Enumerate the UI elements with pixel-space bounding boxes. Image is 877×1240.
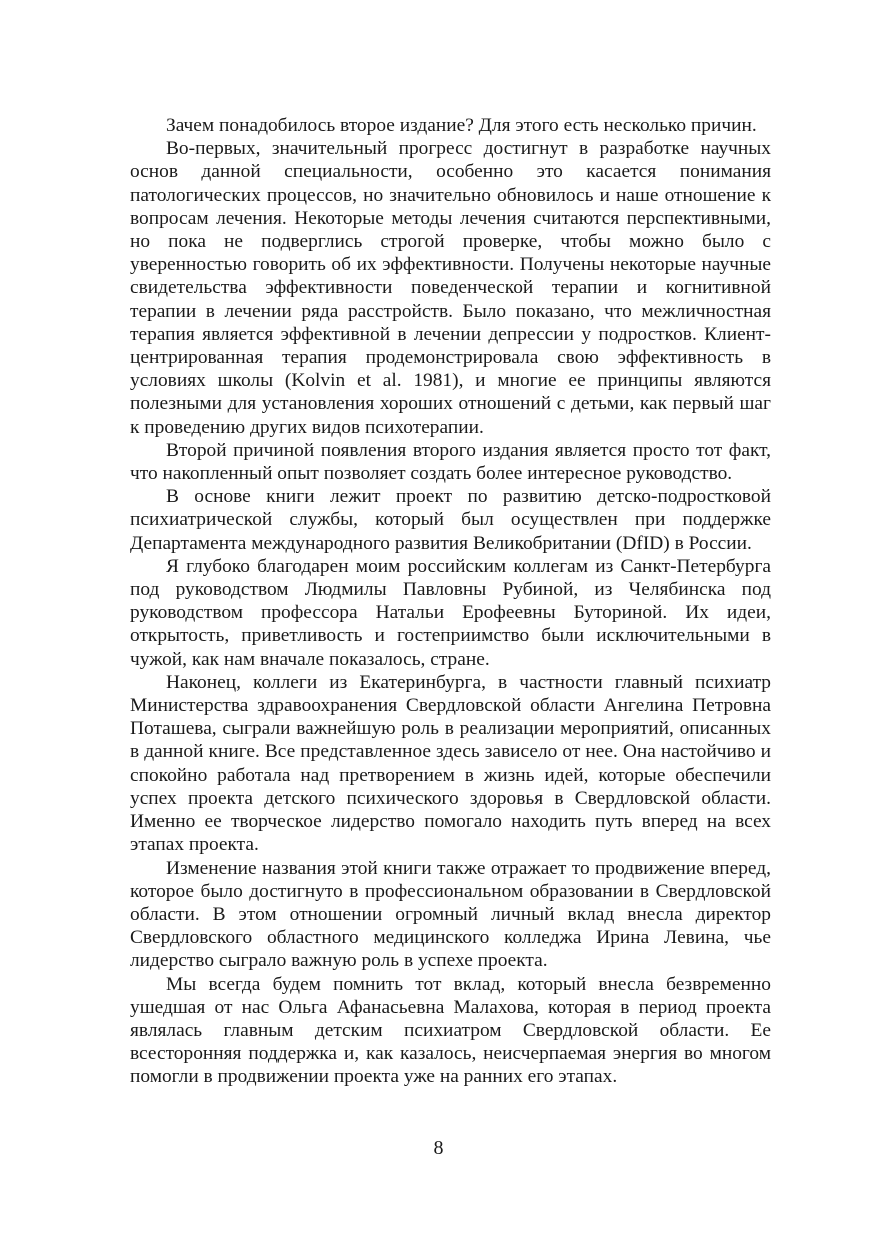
paragraph-project-basis: В основе книги лежит проект по развитию детско-подростковой психиатрической службы, который был осуществлен при поддержке Департамента международного развития Великобритании (DfID) в России. — [130, 486, 771, 554]
paragraph-title-change: Изменение названия этой книги также отражает то продвижение вперед, которое было достигнуто в профессиональном образовании в Свердловской области. В этом отношении огромный личный вклад внесла директор Свердловского областного медицинского колледжа Ирина Левина, чье лидерство сыграло важную роль в успехе проекта. — [130, 857, 771, 972]
body-text — [130, 114, 771, 1089]
paragraph-memorial: Мы всегда будем помнить тот вклад, который внесла безвременно ушедшая от нас Ольга Афанасьевна Малахова, которая в период проекта являлась главным детским психиатром Свердловской области. Ее всесторонняя поддержка и, как казалось, неисчерпаемая энергия во многом помогли в продвижении проекта уже на ранних его этапах. — [130, 973, 771, 1088]
page-number: 8 — [433, 1137, 444, 1159]
paragraph-yekaterinburg: Наконец, коллеги из Екатеринбурга, в частности главный психиатр Министерства здравоохранения Свердловской области Ангелина Петровна Поташева, сыграли важнейшую роль в реализации мероприятий, описанных в данной книге. Все представленное здесь зависело от нее. Она настойчиво и спокойно работала над претворением в жизнь идей, которые обеспечили успех проекта детского психического здоровья в Свердловской области. Именно ее творческое лидерство помогало находить путь вперед на всех этапах проекта. — [130, 671, 771, 856]
paragraph-progress: Во-первых, значительный прогресс достигнут в разработке научных основ данной специальности, особенно это касается понимания патологических процессов, но значительно обновилось и наше отношение к вопросам лечения. Некоторые методы лечения считаются перспективными, но пока не подверглись строгой проверке, чтобы можно было с уверенностью говорить об их эффективности. Получены некоторые научные свидетельства эффективности поведенческой терапии и когнитивной терапии в лечении ряда расстройств. Было показано, что межличностная терапия является эффективной в лечении депрессии у подростков. Клиент-центрированная терапия продемонстрировала свою эффективность в условиях школы (Kolvin et al. 1981), и многие ее принципы являются полезными для установления хороших отношений с детьми, как первый шаг к проведению других видов психотерапии. — [130, 138, 771, 438]
paragraph-second-reason: Второй причиной появления второго издания является просто тот факт, что накопленный опыт позволяет создать более интересное руководство. — [130, 439, 771, 485]
paragraph-reasons-intro: Зачем понадобилось второе издание? Для этого есть несколько причин. — [166, 115, 757, 136]
paragraph-gratitude: Я глубоко благодарен моим российским коллегам из Санкт-Петербурга под руководством Людмилы Павловны Рубиной, из Челябинска под руководством профессора Натальи Ерофеевны Буториной. Их идеи, открытость, приветливость и гостеприимство были исключительными в чужой, как нам вначале показалось, стране. — [130, 555, 771, 670]
